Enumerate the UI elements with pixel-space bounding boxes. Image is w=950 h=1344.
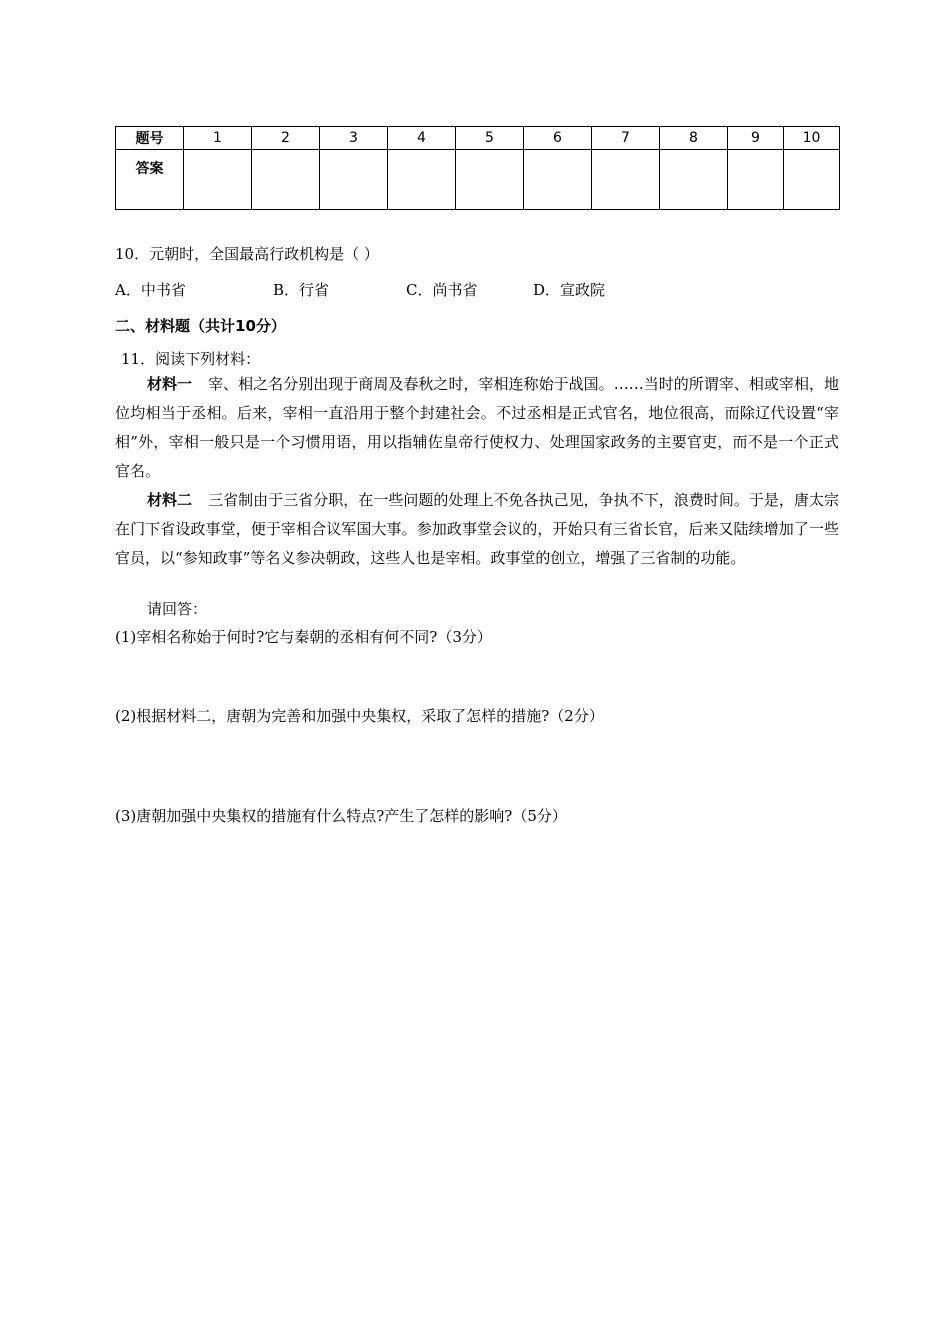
question-number-cell: 2	[252, 127, 320, 150]
answer-cell[interactable]	[388, 150, 456, 210]
question-number-cell: 3	[320, 127, 388, 150]
question-10-options	[115, 280, 735, 300]
section-2-heading: 二、材料题（共计10分）	[115, 317, 286, 335]
option-letter: B．	[273, 281, 300, 299]
question-number-cell: 7	[592, 127, 660, 150]
answer-grid-number-row	[116, 127, 840, 150]
sub-question-2: (2)根据材料二，唐朝为完善和加强中央集权，采取了怎样的措施?（2分）	[115, 707, 604, 725]
material-2-label: 材料二	[147, 491, 193, 509]
question-10-stem: 10．元朝时，全国最高行政机构是（ ）	[115, 245, 379, 263]
row-label-question-number: 题号	[116, 127, 184, 150]
option-letter: C．	[406, 281, 433, 299]
answer-grid-table	[115, 126, 840, 210]
sub-question-1: (1)宰相名称始于何时?它与秦朝的丞相有何不同?（3分）	[115, 628, 492, 646]
material-1-text: 宰、相之名分别出现于商周及春秋之时，宰相连称始于战国。……当时的所谓宰、相或宰相，地位均相当于丞相。后来，宰相一直沿用于整个封建社会。不过丞相是正式官名，地位很高，而除辽代设置“宰相”外，宰相一般只是一个习惯用语，用以指辅佐皇帝行使权力、处理国家政务的主要官吏，而不是一个正式官名。	[115, 375, 839, 480]
answer-cell[interactable]	[320, 150, 388, 210]
question-number-cell: 6	[524, 127, 592, 150]
option-a[interactable]	[115, 280, 186, 300]
material-2-text: 三省制由于三省分职，在一些问题的处理上不免各执己见，争执不下，浪费时间。于是，唐太宗在门下省设政事堂，便于宰相合议军国大事。参加政事堂会议的，开始只有三省长官，后来又陆续增加了一些官员，以“参知政事”等名义参决朝政，这些人也是宰相。政事堂的创立，增强了三省制的功能。	[115, 491, 839, 567]
option-c[interactable]	[406, 280, 478, 300]
option-text: 尚书省	[432, 281, 478, 299]
option-text: 宣政院	[560, 281, 606, 299]
answer-prompt: 请回答：	[147, 600, 208, 618]
question-number-cell: 9	[728, 127, 784, 150]
answer-cell[interactable]	[728, 150, 784, 210]
question-11-intro: 11．阅读下列材料：	[121, 350, 261, 368]
answer-cell[interactable]	[592, 150, 660, 210]
question-number-cell: 8	[660, 127, 728, 150]
option-text: 中书省	[140, 281, 186, 299]
answer-cell[interactable]	[784, 150, 840, 210]
answer-cell[interactable]	[660, 150, 728, 210]
question-number-cell: 10	[784, 127, 840, 150]
row-label-answer: 答案	[116, 150, 184, 210]
option-d[interactable]	[533, 280, 605, 300]
option-letter: A．	[115, 281, 141, 299]
option-letter: D．	[533, 281, 561, 299]
material-2-paragraph	[115, 486, 839, 573]
question-number-cell: 5	[456, 127, 524, 150]
answer-grid-answer-row	[116, 150, 840, 210]
material-1-label: 材料一	[147, 375, 193, 393]
option-b[interactable]	[273, 280, 329, 300]
question-number-cell: 4	[388, 127, 456, 150]
question-number-cell: 1	[184, 127, 252, 150]
answer-cell[interactable]	[252, 150, 320, 210]
answer-cell[interactable]	[524, 150, 592, 210]
answer-cell[interactable]	[456, 150, 524, 210]
answer-cell[interactable]	[184, 150, 252, 210]
option-text: 行省	[299, 281, 330, 299]
sub-question-3: (3)唐朝加强中央集权的措施有什么特点?产生了怎样的影响?（5分）	[115, 807, 567, 825]
material-1-paragraph	[115, 370, 839, 486]
